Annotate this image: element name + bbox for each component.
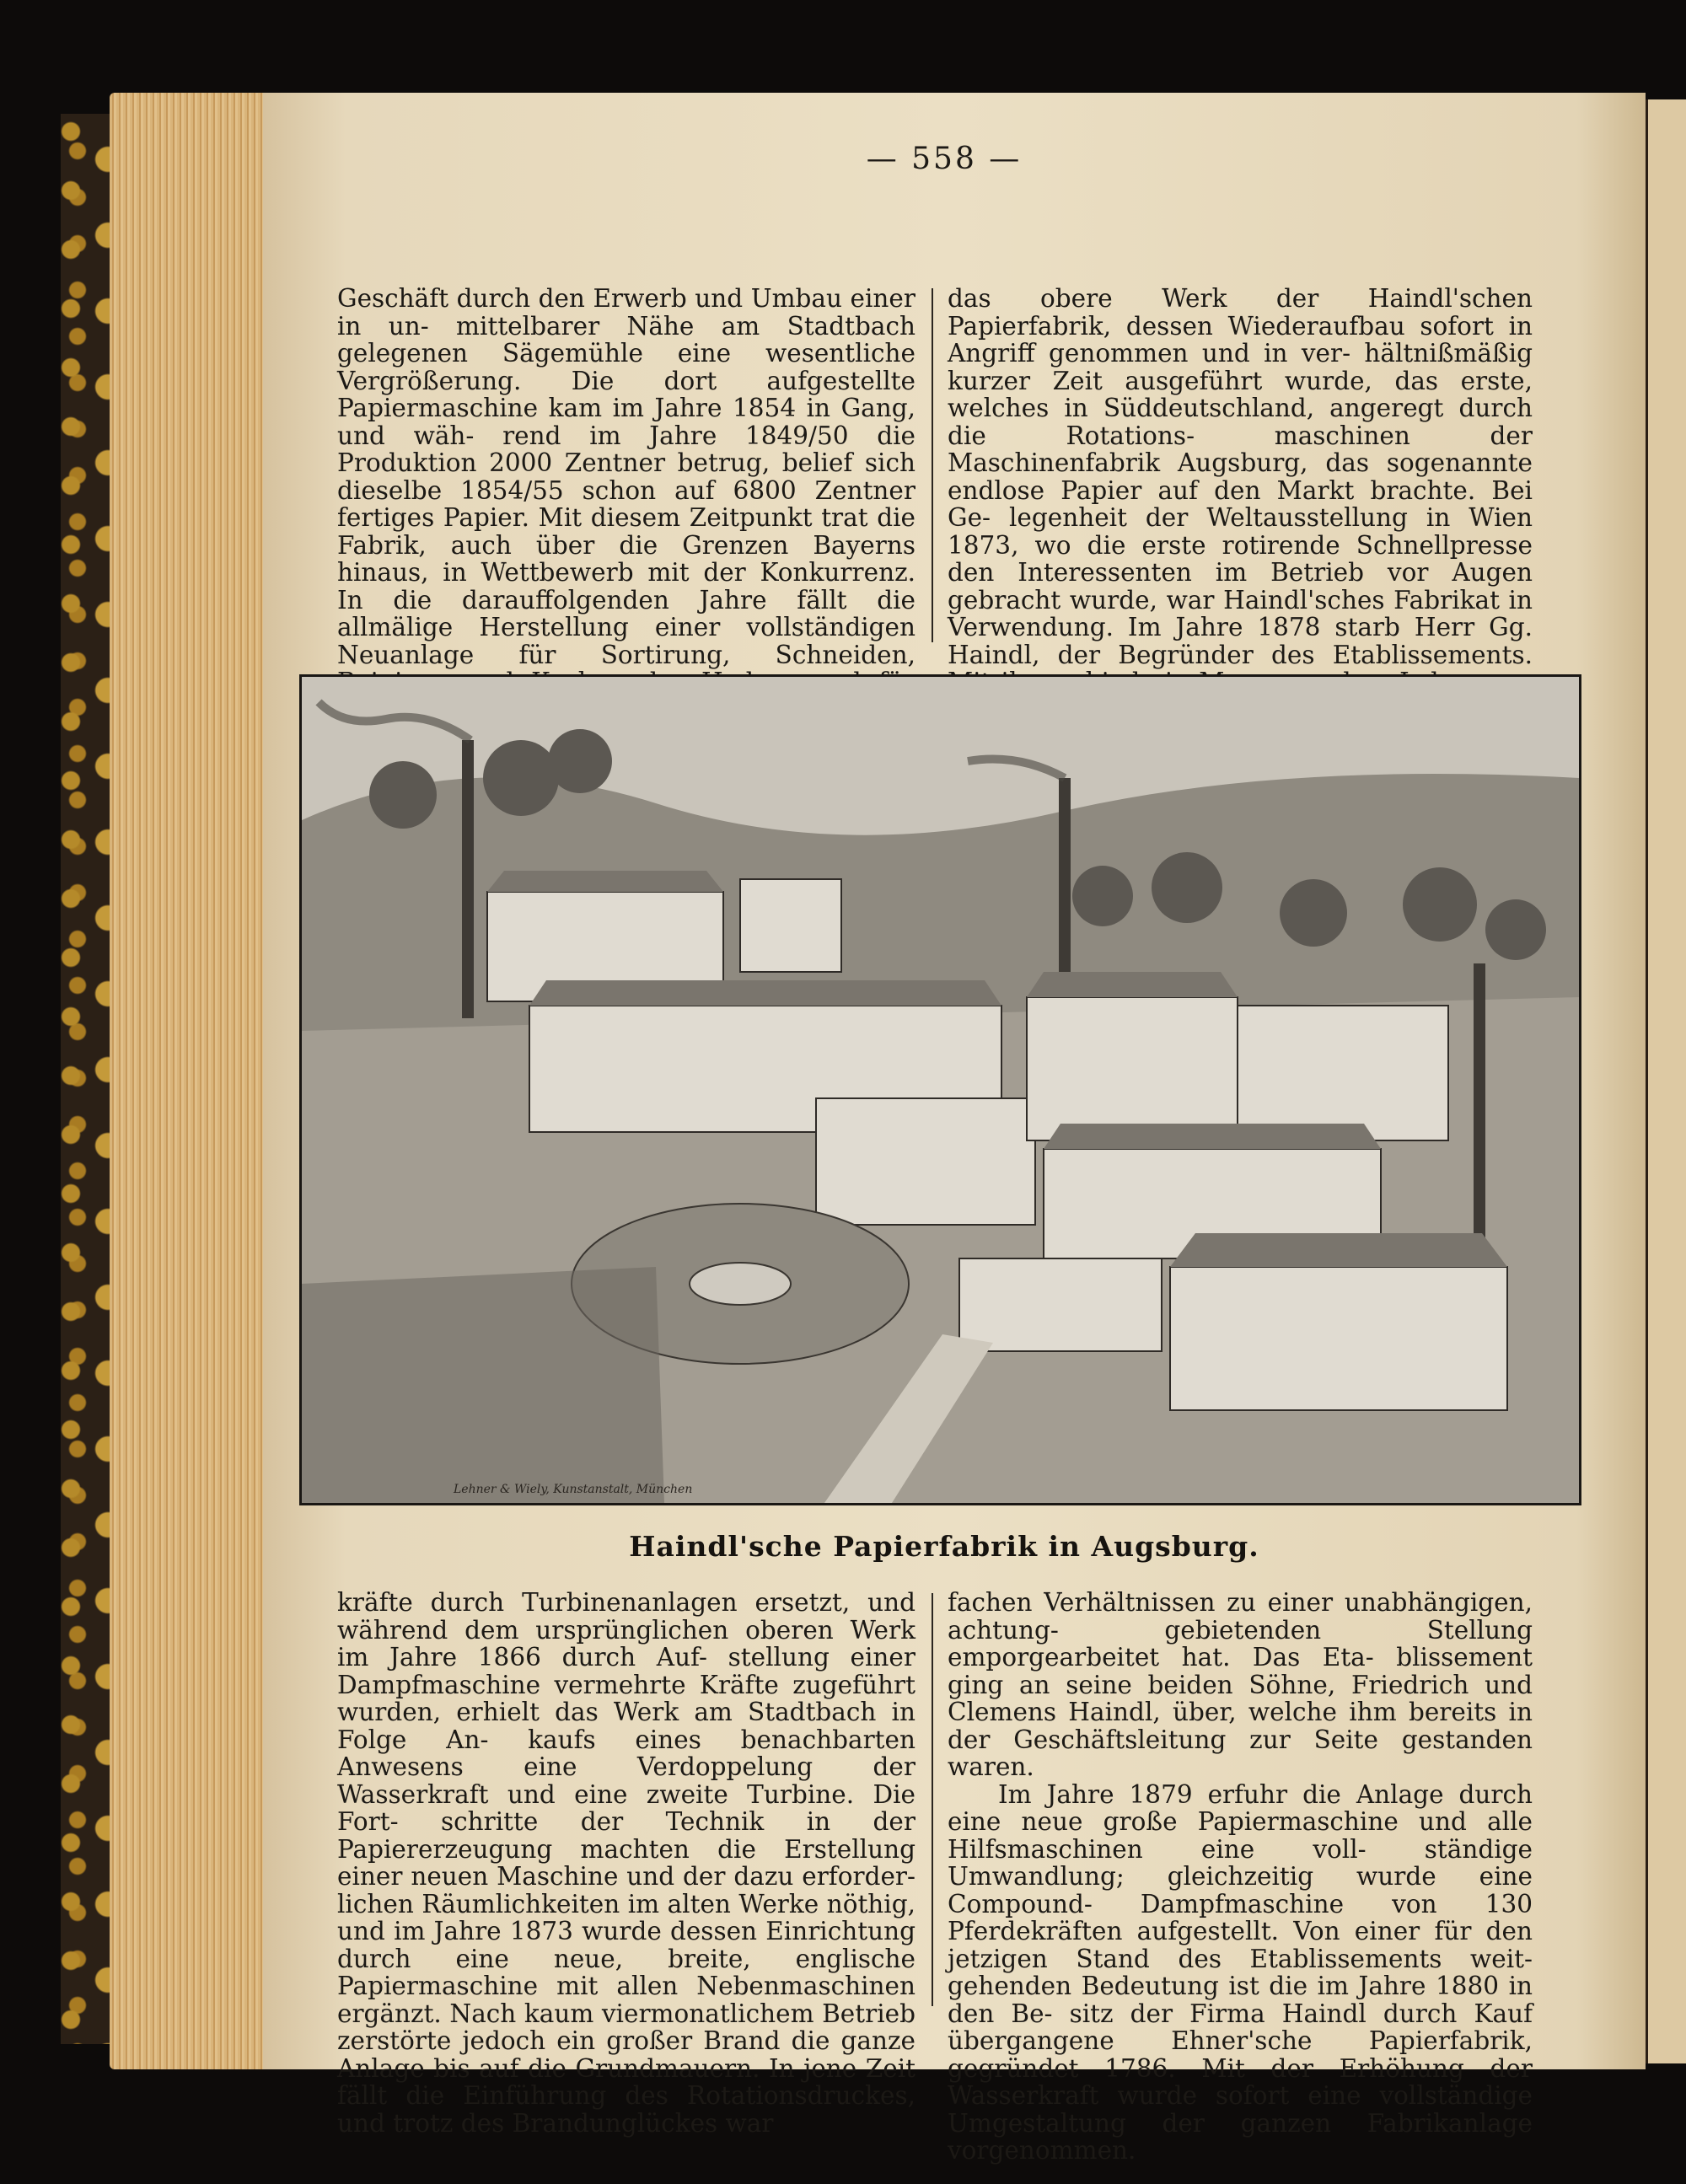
paragraph: fachen Verhältnissen zu einer unabhängigen, achtung- gebietenden Stellung emporgearbeitet hat. Das Eta- blissement ging an seine beiden Söhne, Friedrich und Clemens Haindl, über, welche ihm bereits in der Geschäftsleitung zur Seite gestanden waren. bbox=[948, 1588, 1533, 1781]
paragraph: kräfte durch Turbinenanlagen ersetzt, und während dem ursprünglichen oberen Werk im Jahre 1866 durch Auf- stellung einer Dampfmaschine vermehrte Kräfte zugeführt wurden, erhielt das Werk am Stadtbach in Folge An- kaufs eines benachbarten Anwesens eine Verdoppelung der Wasserkraft und eine zweite Turbine. Die Fort- schritte der Technik in der Papiererzeugung machten die Erstellung einer neuen Maschine und der dazu erforder- lichen Räumlichkeiten im alten Werke nöthig, und im Jahre 1873 wurde dessen Einrichtung durch eine neue, breite, englische Papiermaschine mit allen Nebenmaschinen ergänzt. Nach kaum viermonatlichem Betrieb zerstörte jedoch ein großer Brand die ganze Anlage bis auf die Grundmauern. In jene Zeit fällt die Einführung des Rotationsdruckes, und trotz des Brandunglückes war bbox=[337, 1588, 915, 2138]
paragraph: Geschäft durch den Erwerb und Umbau einer in un- mittelbarer Nähe am Stadtbach gelegenen Sägemühle eine wesentliche Vergrößerung. Die dort aufgestellte Papiermaschine kam im Jahre 1854 in Gang, und wäh- rend im Jahre 1849/50 die Produktion 2000 Zentner betrug, belief sich dieselbe 1854/55 schon auf 6800 Zentner fertiges Papier. Mit diesem Zeitpunkt trat die Fabrik, auch über die Grenzen Bayerns hinaus, in Wettbewerb mit der Konkurrenz. In die darauffolgenden Jahre fällt die allmälige Herstellung einer vollständigen Neuanlage für Sortirung, Schneiden, bbox=[337, 284, 915, 669]
factory-engraving bbox=[299, 674, 1581, 1505]
page-number: — 558 — bbox=[866, 142, 1023, 176]
text-column-bottom-left bbox=[337, 1589, 915, 2137]
engraver-signature: Lehner & Wiely, Kunstanstalt, München bbox=[454, 1483, 693, 1496]
next-page-edge bbox=[1646, 99, 1686, 2063]
column-divider-top bbox=[932, 288, 933, 642]
column-divider-bottom bbox=[932, 1593, 933, 2006]
paragraph: das obere Werk der Haindl'schen Papierfabrik, dessen Wiederaufbau sofort in Angriff genommen und in ver- hältnißmäßig kurzer Zeit ausgeführt wurde, das erste, welches in Süddeutschland, angeregt durch die Rotations- maschinen der Maschinenfabrik Augsburg, das sogenannte endlose Papier auf den Markt brachte. Bei Ge- legenheit der Weltausstellung in Wien 1873, wo die erste rotirende Schnellpresse den Interessenten im Betrieb vor Augen gebracht wurde, war Haindl'sches Fabrikat in Verwendung. Im Jahre 1878 starb Herr Gg. Haindl, der Begründer des Etablissements. bbox=[948, 284, 1533, 669]
factory-illustration bbox=[302, 677, 1579, 1503]
illustration-caption: Haindl'sche Papierfabrik in Augsburg. bbox=[629, 1530, 1259, 1563]
paragraph: Im Jahre 1879 erfuhr die Anlage durch eine neue große Papiermaschine und alle Hilfsmaschinen eine voll- ständige Umwandlung; gleichzeitig wurde eine Compound- Dampfmaschine von 130 Pferdekräften aufgestellt. Von einer für den jetzigen Stand des Etablissements weit- gehenden Bedeutung ist die im Jahre 1880 in den Be- sitz der Firma Haindl durch Kauf übergangene Ehner'sche Papierfabrik, gegründet 1786. Mit der Erhöhung der Wasserkraft wurde sofort eine vollständige Umgestaltung der ganzen Fabrikanlage vorgenommen. bbox=[948, 1779, 1533, 2165]
text-column-bottom-right bbox=[948, 1589, 1533, 2165]
page-edges bbox=[110, 93, 266, 2069]
